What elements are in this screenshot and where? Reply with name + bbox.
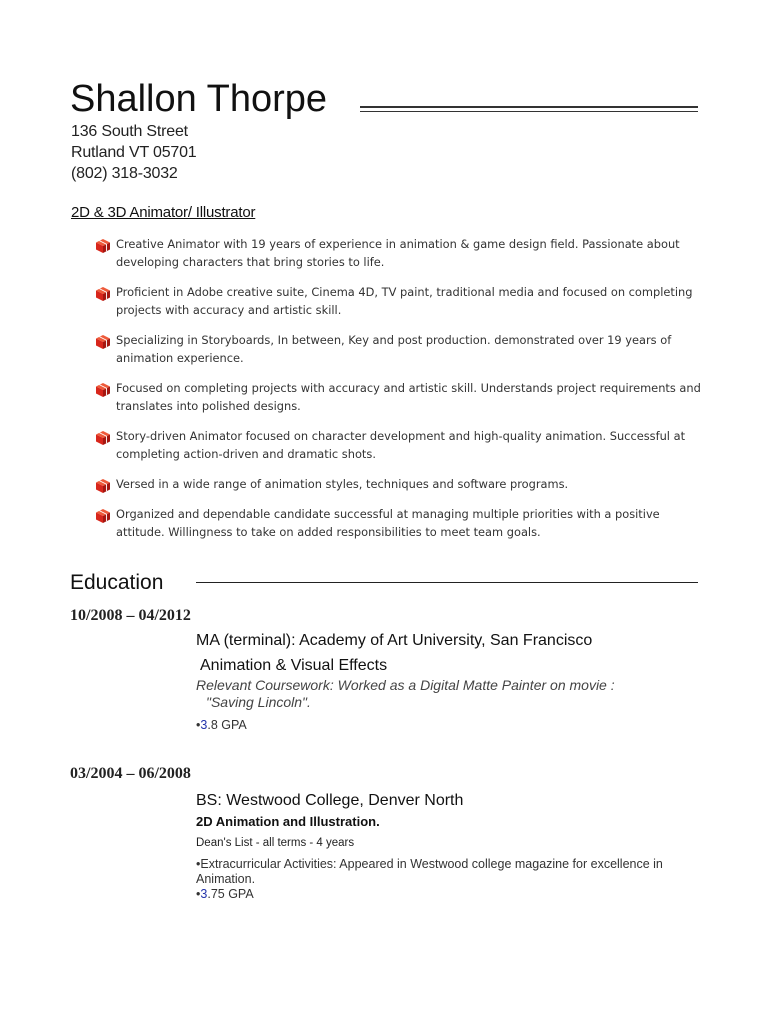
red-cube-icon [95,478,111,494]
red-cube-icon [95,382,111,398]
degree-title: MA (terminal): Academy of Art University, San Francisco [196,632,593,649]
summary-item [94,475,704,493]
summary-text: Versed in a wide range of animation styles, techniques and software programs. [116,477,569,491]
gpa [196,717,706,733]
summary-text: Focused on completing projects with accuracy and artistic skill. Understands project requirements and translates into polished designs. [116,381,701,413]
gpa-bullet: • [196,718,201,732]
honors: Dean's List - all terms - 4 years [196,837,355,849]
summary-item [94,505,704,541]
gpa-bullet: • [196,887,201,901]
name-header [70,76,698,124]
gpa-rest: .8 GPA [207,718,247,732]
coursework-line-1: Relevant Coursework: Worked as a Digital Matte Painter on movie : [196,677,615,693]
summary-text: Creative Animator with 19 years of experience in animation & game design field. Passionate about developing characters that bring stories to life. [116,237,680,269]
gpa-rest: .75 GPA [207,887,254,901]
phone-number: (802) 318-3032 [71,165,178,182]
education-entry-bs [196,790,706,902]
summary-text: Story-driven Animator focused on character development and high-quality animation. Successful at completing action-driven and dramatic shots. [116,429,686,461]
candidate-name: Shallon Thorpe [70,78,328,120]
gpa-digit: 3 [200,718,208,732]
coursework-line-2: "Saving Lincoln". [206,694,311,710]
address-line-1: 136 South Street [71,123,188,140]
summary-item [94,379,704,415]
gpa-digit: 3 [200,887,208,901]
gpa [196,887,706,902]
extracurricular: •Extracurricular Activities: Appeared in Westwood college magazine for excellence in Animation. [196,857,663,886]
summary-item [94,427,704,463]
red-cube-icon [95,430,111,446]
summary-item [94,235,704,271]
address-line-2: Rutland VT 05701 [71,144,197,161]
degree-title: BS: Westwood College, Denver North [196,792,464,809]
red-cube-icon [95,286,111,302]
degree-major: Animation & Visual Effects [200,657,388,674]
summary-text: Specializing in Storyboards, In between, Key and post production. demonstrated over 19 years of animation experience. [116,333,672,365]
education-entry-ma [196,630,706,733]
degree-major: 2D Animation and Illustration. [196,814,380,829]
summary-list [94,235,704,541]
education-dates: 03/2004 – 06/2008 [70,765,191,782]
education-title: Education [70,571,164,594]
summary-text: Organized and dependable candidate successful at managing multiple priorities with a positive attitude. Willingness to take on added responsibilities to meet team goals. [116,507,660,539]
education-divider [196,582,698,583]
name-divider-bottom [360,111,698,112]
summary-text: Proficient in Adobe creative suite, Cinema 4D, TV paint, traditional media and focused on completing projects with accuracy and artistic skill. [116,285,693,317]
education-dates: 10/2008 – 04/2012 [70,607,191,624]
red-cube-icon [95,238,111,254]
red-cube-icon [95,508,111,524]
education-header [70,570,698,598]
red-cube-icon [95,334,111,350]
name-divider-top [360,106,698,108]
summary-item [94,331,704,367]
role-title: 2D & 3D Animator/ Illustrator [71,204,256,221]
summary-item [94,283,704,319]
